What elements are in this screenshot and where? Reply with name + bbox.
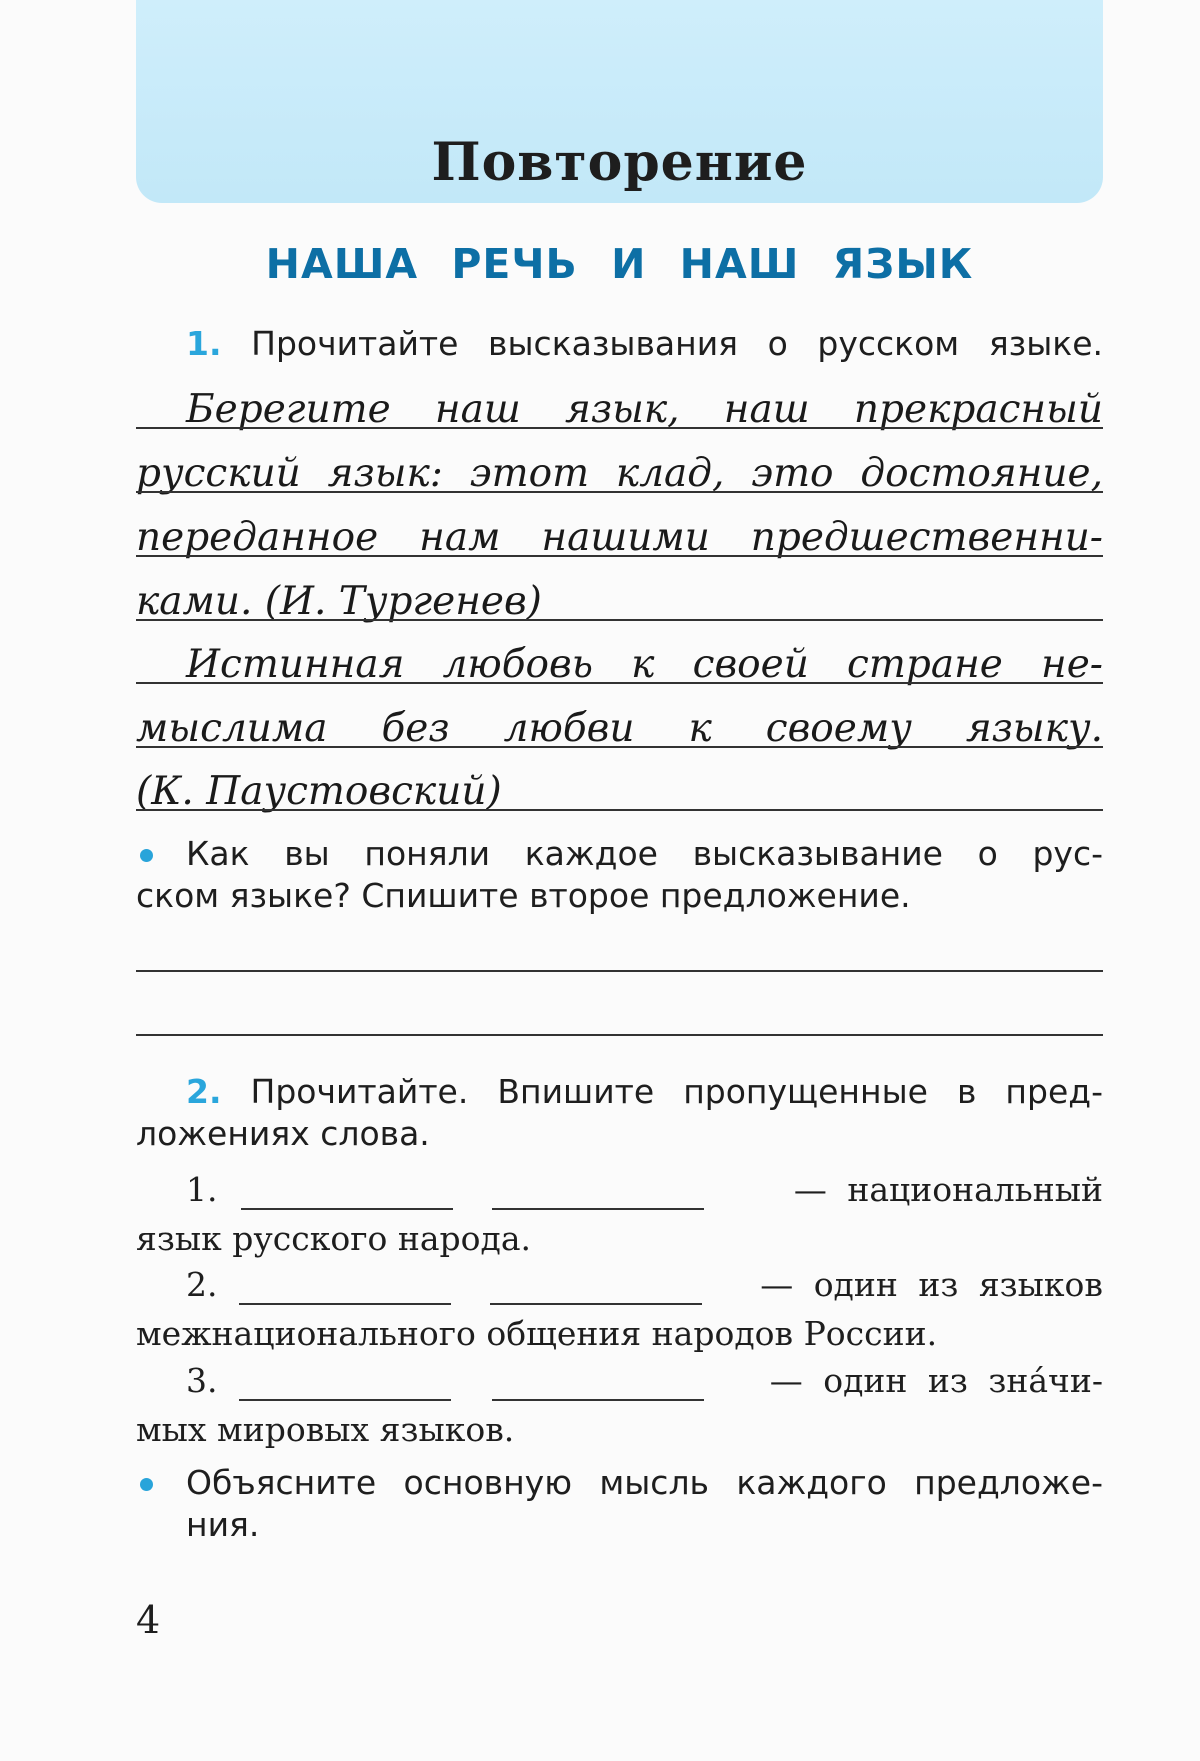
exercise-2-number: 2. — [186, 1072, 222, 1111]
answer-line[interactable] — [136, 970, 1103, 972]
exercise-1-instruction — [186, 324, 1103, 364]
fill-item-text: — один из языков — [760, 1265, 1103, 1304]
fill-item-3 — [186, 1361, 1103, 1405]
bullet-icon — [140, 1478, 160, 1498]
blank-field[interactable] — [239, 1399, 451, 1401]
blank-field[interactable] — [492, 1208, 704, 1210]
handwritten-line-7: (К. Паустовский) — [136, 769, 502, 814]
writing-rule — [136, 682, 1103, 684]
exercise-2-task-line-1: Объясните основную мысль каждого предложе- — [186, 1463, 1103, 1502]
handwritten-line-5: Истинная любовь к своей стране не- — [186, 642, 1103, 687]
blank-field[interactable] — [492, 1399, 704, 1401]
answer-line[interactable] — [136, 1034, 1103, 1036]
writing-rule — [136, 809, 1103, 811]
writing-rule — [136, 746, 1103, 748]
fill-item-2 — [186, 1265, 1103, 1309]
handwritten-line-3: переданное нам нашими предшественни- — [136, 515, 1103, 560]
handwritten-line-2: русский язык: этот клад, это достояние, — [136, 451, 1103, 496]
fill-item-2-continuation: межнационального общения народов России. — [136, 1314, 938, 1353]
blank-field[interactable] — [241, 1208, 453, 1210]
exercise-2-instruction-line-1 — [186, 1072, 1103, 1112]
fill-item-number: 3. — [186, 1361, 218, 1400]
writing-rule — [136, 555, 1103, 557]
exercise-2-instruction-line-2: ложениях слова. — [136, 1114, 430, 1153]
fill-item-1 — [186, 1170, 1103, 1214]
fill-item-text: — один из зна́чи- — [769, 1361, 1103, 1400]
exercise-1-task-line-2: ском языке? Спишите второе предложение. — [136, 876, 911, 915]
handwritten-line-6: мыслима без любви к своему языку. — [136, 706, 1103, 751]
exercise-2-instruction-text: Прочитайте. Впишите пропущенные в пред- — [250, 1072, 1103, 1111]
section-title: НАША РЕЧЬ И НАШ ЯЗЫК — [265, 240, 974, 288]
exercise-2-task-line-2: ния. — [186, 1505, 260, 1544]
fill-item-1-continuation: язык русского народа. — [136, 1219, 531, 1258]
bullet-icon — [140, 849, 160, 869]
fill-item-3-continuation: мых мировых языков. — [136, 1410, 515, 1449]
fill-item-number: 2. — [186, 1265, 218, 1304]
page-number: 4 — [136, 1598, 161, 1642]
fill-item-number: 1. — [186, 1170, 218, 1209]
exercise-1-instruction-text: Прочитайте высказывания о русском языке. — [251, 324, 1103, 363]
writing-rule — [136, 491, 1103, 493]
handwritten-line-1: Берегите наш язык, наш прекрасный — [186, 387, 1103, 432]
blank-field[interactable] — [239, 1303, 451, 1305]
exercise-1-number: 1. — [186, 324, 222, 363]
fill-item-text: — национальный — [793, 1170, 1103, 1209]
blank-field[interactable] — [490, 1303, 702, 1305]
page-title: Повторение — [431, 132, 808, 193]
writing-rule — [136, 427, 1103, 429]
writing-rule — [136, 619, 1103, 621]
exercise-1-task-line-1: Как вы поняли каждое высказывание о рус- — [186, 834, 1103, 873]
handwritten-line-4: ками. (И. Тургенев) — [136, 579, 542, 624]
